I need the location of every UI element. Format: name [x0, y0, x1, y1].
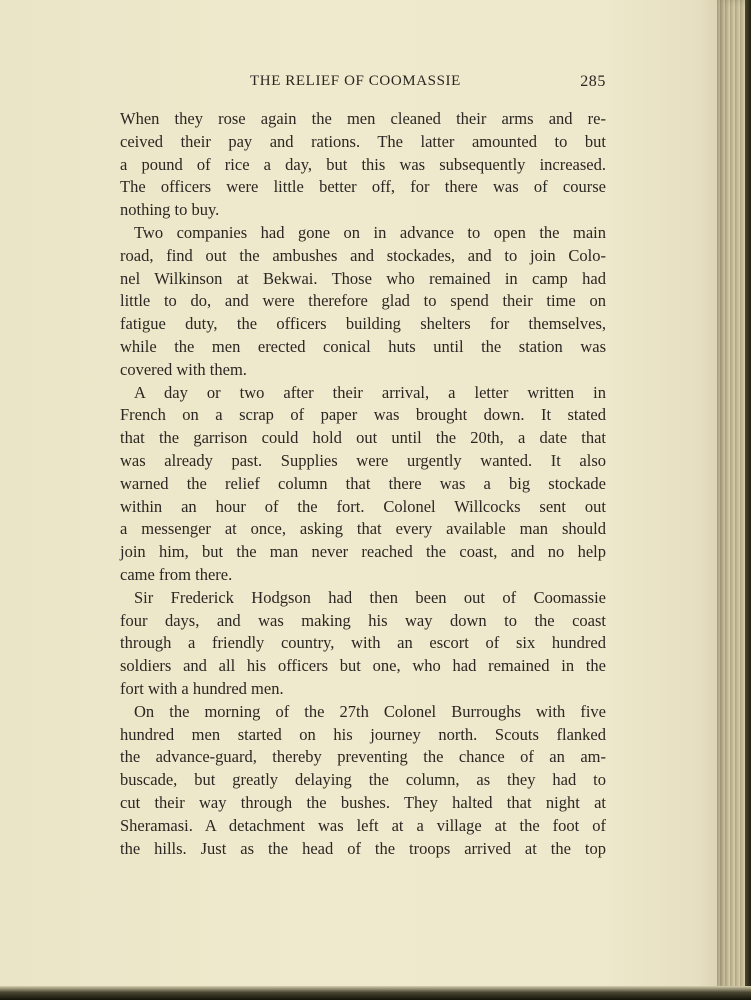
text-line: that the garrison could hold out until the 20th, a date that	[120, 428, 606, 448]
body-text	[120, 108, 606, 860]
text-line: while the men erected conical huts until the station was	[120, 336, 606, 356]
text-line: cut their way through the bushes. They halted that night at	[120, 792, 606, 812]
text-line: nel Wilkinson at Bekwai. Those who remained in camp had	[120, 268, 606, 288]
text-line: The officers were little better off, for there was of course	[120, 177, 606, 197]
text-line: buscade, but greatly delaying the column, as they had to	[120, 770, 606, 790]
running-head	[120, 73, 606, 95]
text-line: A day or two after their arrival, a letter written in	[134, 382, 606, 402]
text-line: French on a scrap of paper was brought down. It stated	[120, 405, 606, 425]
page-stack-edge	[717, 0, 751, 1000]
text-line: When they rose again the men cleaned their arms and re-	[120, 109, 606, 128]
text-line: came from there.	[120, 564, 233, 584]
text-line: the advance-guard, thereby preventing the chance of an am-	[120, 747, 606, 767]
text-line: fort with a hundred men.	[120, 678, 284, 698]
text-line: ceived their pay and rations. The latter amounted to but	[120, 131, 606, 151]
text-line: nothing to buy.	[120, 200, 220, 220]
text-line: fatigue duty, the officers building shelters for themselves,	[120, 314, 606, 334]
running-title: THE RELIEF OF COOMASSIE	[250, 73, 461, 89]
text-line: hundred men started on his journey north. Scouts flanked	[120, 724, 606, 744]
text-line: Two companies had gone on in advance to open the main	[134, 222, 606, 242]
text-line: four days, and was making his way down to the coast	[120, 610, 606, 630]
text-line: little to do, and were therefore glad to spend their time on	[120, 291, 606, 311]
page-bottom-edge	[0, 986, 751, 1000]
text-line: covered with them.	[120, 359, 247, 379]
text-line: a messenger at once, asking that every available man should	[120, 519, 606, 539]
text-line: Sheramasi. A detachment was left at a village at the foot of	[120, 815, 606, 835]
text-line: Sir Frederick Hodgson had then been out of Coomassie	[134, 587, 606, 607]
text-line: a pound of rice a day, but this was subsequently increased.	[120, 154, 606, 174]
text-line: through a friendly country, with an escort of six hundred	[120, 633, 606, 653]
page-number: 285	[580, 73, 606, 90]
text-line: join him, but the man never reached the coast, and no help	[120, 542, 606, 562]
text-line: soldiers and all his officers but one, who had remained in the	[120, 656, 606, 676]
text-line: On the morning of the 27th Colonel Burroughs with five	[134, 701, 606, 721]
text-line: was already past. Supplies were urgently wanted. It also	[120, 450, 606, 470]
text-line: warned the relief column that there was a big stockade	[120, 473, 606, 493]
text-line: the hills. Just as the head of the troops arrived at the top	[120, 838, 606, 858]
text-line: within an hour of the fort. Colonel Willcocks sent out	[120, 496, 606, 516]
text-line: road, find out the ambushes and stockades, and to join Colo-	[120, 245, 606, 265]
